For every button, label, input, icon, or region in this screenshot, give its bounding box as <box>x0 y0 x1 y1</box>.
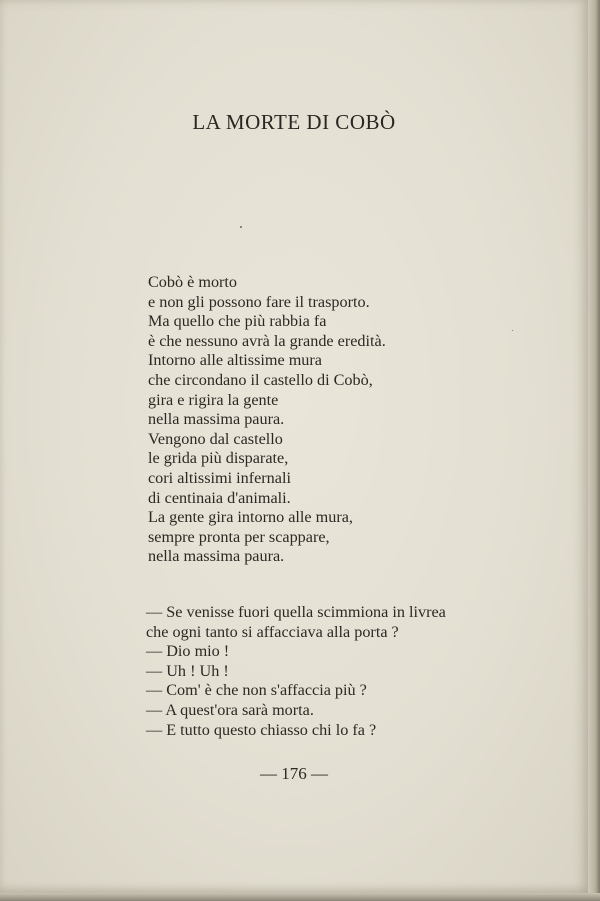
verse-line: è che nessuno avrà la grande eredità. <box>148 331 386 350</box>
dialogue-line: — Se venisse fuori quella scimmiona in livrea <box>146 603 446 621</box>
verse-line: Vengono dal castello <box>148 429 283 448</box>
paper-speck <box>240 226 242 228</box>
dialogue-line: — A quest'ora sarà morta. <box>146 700 314 719</box>
page-number: — 176 — <box>260 764 328 783</box>
verse-line: gira e rigira la gente <box>148 390 279 409</box>
verse-line: La gente gira intorno alle mura, <box>148 508 353 527</box>
verse-line: e non gli possono fare il trasporto. <box>148 292 370 311</box>
poem-title: LA MORTE DI COBÒ <box>192 110 396 134</box>
dialogue-line: — E tutto questo chiasso chi lo fa ? <box>146 720 377 739</box>
verse-line: le grida più disparate, <box>148 449 289 468</box>
verse-line: Cobò è morto <box>148 273 238 291</box>
page-edge <box>588 0 600 901</box>
verse-line: cori altissimi infernali <box>148 468 291 487</box>
paper-speck <box>512 330 513 331</box>
dialogue-line: — Com' è che non s'affaccia più ? <box>146 681 367 700</box>
verse-line: Intorno alle altissime mura <box>148 351 322 370</box>
dialogue-line: che ogni tanto si affacciava alla porta ? <box>146 622 399 641</box>
verse-line: sempre pronta per scappare, <box>148 527 330 546</box>
page-bottom-edge <box>0 893 600 901</box>
verse-line: nella massima paura. <box>148 410 285 429</box>
verse-line: di centinaia d'animali. <box>148 488 291 507</box>
dialogue-line: — Uh ! Uh ! <box>146 661 229 680</box>
verse-line: Ma quello che più rabbia fa <box>148 312 327 331</box>
verse-line: che circondano il castello di Cobò, <box>148 370 373 389</box>
stanza-2 <box>146 603 446 740</box>
dialogue-line: — Dio mio ! <box>146 642 230 661</box>
stanza-1 <box>148 273 386 567</box>
verse-line: nella massima paura. <box>148 547 285 566</box>
